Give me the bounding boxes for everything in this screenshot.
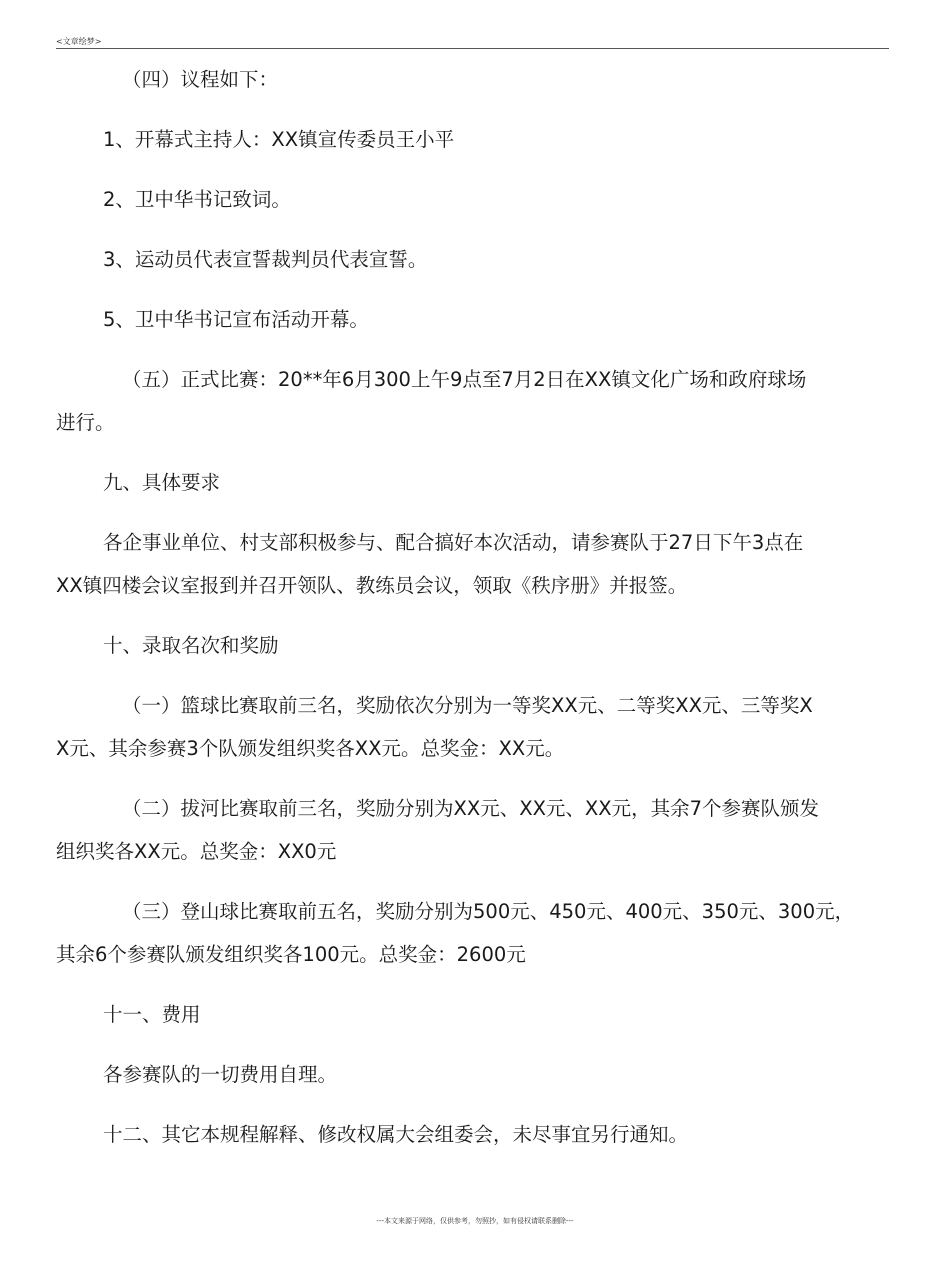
page-footer-text: ---本文来源于网络，仅供参考，勿照抄，如有侵权请联系删除--- (376, 1217, 574, 1225)
header-divider (56, 48, 889, 49)
page-header-text: <文章绘梦> (56, 37, 102, 46)
paragraph-gap (56, 1096, 889, 1113)
fees-text: 各参赛队的一切费用自理。 (103, 1063, 338, 1086)
section-heading-awards: 十、录取名次和奖励 (103, 634, 279, 657)
section-heading-other: 十二、其它本规程解释、修改权属大会组委会，未尽事宜另行通知。 (103, 1123, 689, 1146)
agenda-item-3: 3、运动员代表宣誓裁判员代表宣誓。 (103, 248, 428, 271)
paragraph-gap (56, 341, 889, 358)
section-heading-requirements: 九、具体要求 (103, 471, 221, 494)
agenda-item-2: 2、卫中华书记致词。 (103, 188, 291, 211)
section-heading-fees: 十一、费用 (103, 1003, 201, 1026)
paragraph-gap (56, 976, 889, 993)
paragraph-gap (56, 873, 889, 890)
paragraph-gap (56, 770, 889, 787)
award-mountain-ball-line-2: 其余6个参赛队颁发组织奖各100元。总奖金：2600元 (56, 943, 526, 966)
agenda-heading: （四）议程如下： (122, 68, 279, 91)
paragraph-gap (56, 281, 889, 298)
award-mountain-ball-line-1: （三）登山球比赛取前五名，奖励分别为500元、450元、400元、350元、300元， (122, 900, 855, 923)
requirements-line-2: XX镇四楼会议室报到并召开领队、教练员会议，领取《秩序册》并报签。 (56, 574, 688, 597)
paragraph-gap (56, 607, 889, 624)
paragraph-gap (56, 221, 889, 238)
paragraph-gap (56, 504, 889, 521)
paragraph-gap (56, 161, 889, 178)
paragraph-gap (56, 444, 889, 461)
paragraph-gap (56, 667, 889, 684)
award-tug-of-war-line-1: （二）拔河比赛取前三名，奖励分别为XX元、XX元、XX元，其余7个参赛队颁发 (122, 797, 820, 820)
document-body (56, 58, 889, 1156)
agenda-item-5: 5、卫中华书记宣布活动开幕。 (103, 308, 369, 331)
agenda-item-1: 1、开幕式主持人：XX镇宣传委员王小平 (103, 128, 455, 151)
competition-schedule-line-2: 进行。 (56, 411, 115, 434)
competition-schedule-line-1: （五）正式比赛：20**年6月300上午9点至7月2日在XX镇文化广场和政府球场 (122, 368, 807, 391)
paragraph-gap (56, 1036, 889, 1053)
award-basketball-line-1: （一）篮球比赛取前三名，奖励依次分别为一等奖XX元、二等奖XX元、三等奖X (122, 694, 813, 717)
paragraph-gap (56, 101, 889, 118)
award-basketball-line-2: X元、其余参赛3个队颁发组织奖各XX元。总奖金：XX元。 (56, 737, 565, 760)
award-tug-of-war-line-2: 组织奖各XX元。总奖金：XX0元 (56, 840, 337, 863)
requirements-line-1: 各企事业单位、村支部积极参与、配合搞好本次活动，请参赛队于27日下午3点在 (103, 531, 804, 554)
